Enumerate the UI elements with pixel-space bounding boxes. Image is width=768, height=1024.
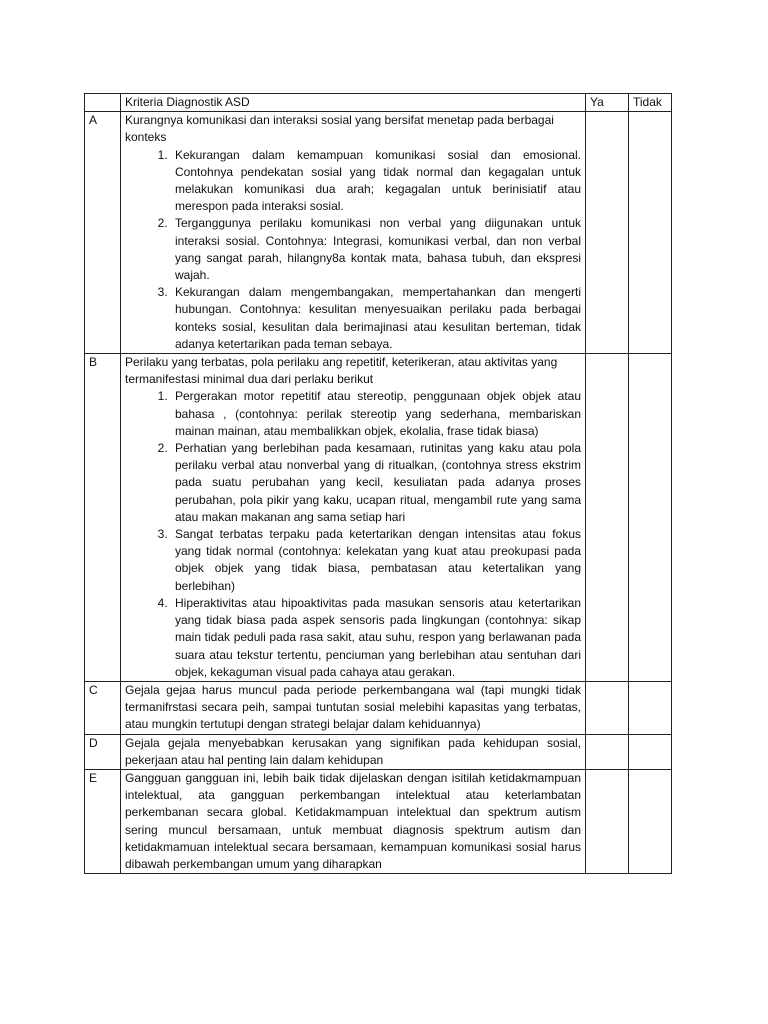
no-cell[interactable]	[629, 354, 672, 682]
criterion-row-a	[85, 112, 672, 354]
no-cell[interactable]	[629, 769, 672, 873]
header-no: Tidak	[629, 94, 672, 112]
criterion-intro: Gejala gejala menyebabkan kerusakan yang signifikan pada kehidupan sosial, pekerjaan atau hal penting lain dalam kehidupan	[125, 735, 581, 767]
criteria-table	[84, 93, 672, 874]
criterion-content	[121, 681, 586, 734]
criterion-content	[121, 112, 586, 354]
criterion-item: 1. Kekurangan dalam kemampuan komunikasi sosial dan emosional. Contohnya pendekatan sosial yang tidak normal dan kegagalan untuk melakukan komunikasi dua arah; kegagalan untuk berinisiatif atau merespon pada interaksi sosial.	[171, 147, 581, 216]
yes-cell[interactable]	[586, 769, 629, 873]
criterion-item: 3. Sangat terbatas terpaku pada ketertarikan dengan intensitas atau fokus yang tidak normal (contohnya: kelekatan yang kuat atau preokupasi pada objek objek yang tidak biasa, pembatasan atau ketertalikan yang berlebihan)	[171, 526, 581, 595]
criterion-code: A	[85, 112, 121, 354]
criterion-content	[121, 354, 586, 682]
criterion-item: 3. Kekurangan dalam mengembangakan, mempertahankan dan mengerti hubungan. Contohnya: kesulitan menyesuaikan perilaku pada berbagai konteks sosial, kesulitan dala berimajinasi atau kesulitan berteman, tidak adanya ketertarikan pada teman sebaya.	[171, 284, 581, 353]
no-cell[interactable]	[629, 112, 672, 354]
criterion-item: 4. Hiperaktivitas atau hipoaktivitas pada masukan sensoris atau ketertarikan yang tidak biasa pada aspek sensoris pada lingkungan (contohnya: sikap main tidak peduli pada rasa sakit, atau suhu, respon yang berlawanan pada suara atau tekstur tertentu, penciuman yang berlebihan atau sentuhan dari objek, kekaguman visual pada cahaya atau gerakan.	[171, 595, 581, 681]
criterion-row-d	[85, 734, 672, 769]
header-row	[85, 94, 672, 112]
yes-cell[interactable]	[586, 734, 629, 769]
criterion-code: C	[85, 681, 121, 734]
criterion-content	[121, 769, 586, 873]
no-cell[interactable]	[629, 681, 672, 734]
no-cell[interactable]	[629, 734, 672, 769]
header-blank-cell	[85, 94, 121, 112]
criterion-intro: Gangguan gangguan ini, lebih baik tidak dijelaskan dengan isitilah ketidakmampuan intelektual, ata gangguan perkembangan intelektual atau keterlambatan perkembanan secara global. Ketidakmampuan intelektual dan spektrum autism sering muncul bersamaan, untuk membuat diagnosis spektrum autism dan ketidakmamuan intelektual secara bersamaan, kemampuan komunikasi sosial harus dibawah perkembangan umum yang diharapkan	[125, 770, 581, 871]
yes-cell[interactable]	[586, 354, 629, 682]
yes-cell[interactable]	[586, 112, 629, 354]
criterion-intro: Perilaku yang terbatas, pola perilaku ang repetitif, keterikeran, atau aktivitas yang termanifestasi minimal dua dari perlaku berikut	[125, 355, 558, 387]
yes-cell[interactable]	[586, 681, 629, 734]
criterion-items	[125, 147, 581, 353]
criterion-row-e	[85, 769, 672, 873]
header-yes: Ya	[586, 94, 629, 112]
criterion-content	[121, 734, 586, 769]
criterion-intro: Gejala gejaa harus muncul pada periode perkembangana wal (tapi mungki tidak termanifrstasi secara peih, sampai tuntutan sosial melebihi kapasitas yang terbatas, atau mungkin tertutupi dengan strategi belajar dalam kehiduannya)	[125, 682, 581, 732]
criterion-item: 1. Pergerakan motor repetitif atau stereotip, penggunaan objek objek atau bahasa , (contohnya: perilak stereotip yang sederhana, membariskan mainan mainan, atau membalikkan objek, ekolalia, frase tidak biasa)	[171, 388, 581, 440]
criterion-intro: Kurangnya komunikasi dan interaksi sosial yang bersifat menetap pada berbagai konteks	[125, 113, 554, 145]
criterion-code: B	[85, 354, 121, 682]
criterion-row-b	[85, 354, 672, 682]
criterion-item: 2. Terganggunya perilaku komunikasi non verbal yang diigunakan untuk interaksi sosial. Contohnya: Integrasi, komunikasi verbal, dan non verbal yang sangat parah, hilangny8a kontak mata, bahasa tubuh, dan ekspresi wajah.	[171, 215, 581, 284]
criterion-row-c	[85, 681, 672, 734]
criterion-items	[125, 388, 581, 680]
criterion-code: D	[85, 734, 121, 769]
header-title: Kriteria Diagnostik ASD	[121, 94, 586, 112]
criterion-item: 2. Perhatian yang berlebihan pada kesamaan, rutinitas yang kaku atau pola perilaku verbal atau nonverbal yang di ritualkan, (contohnya stress ekstrim pada suatu perubahan yang kecil, kesuliatan pada adanya proses perubahan, pola pikir yang kaku, ucapan ritual, mengambil rute yang sama atau makan makanan ang sama setiap hari	[171, 440, 581, 526]
criterion-code: E	[85, 769, 121, 873]
